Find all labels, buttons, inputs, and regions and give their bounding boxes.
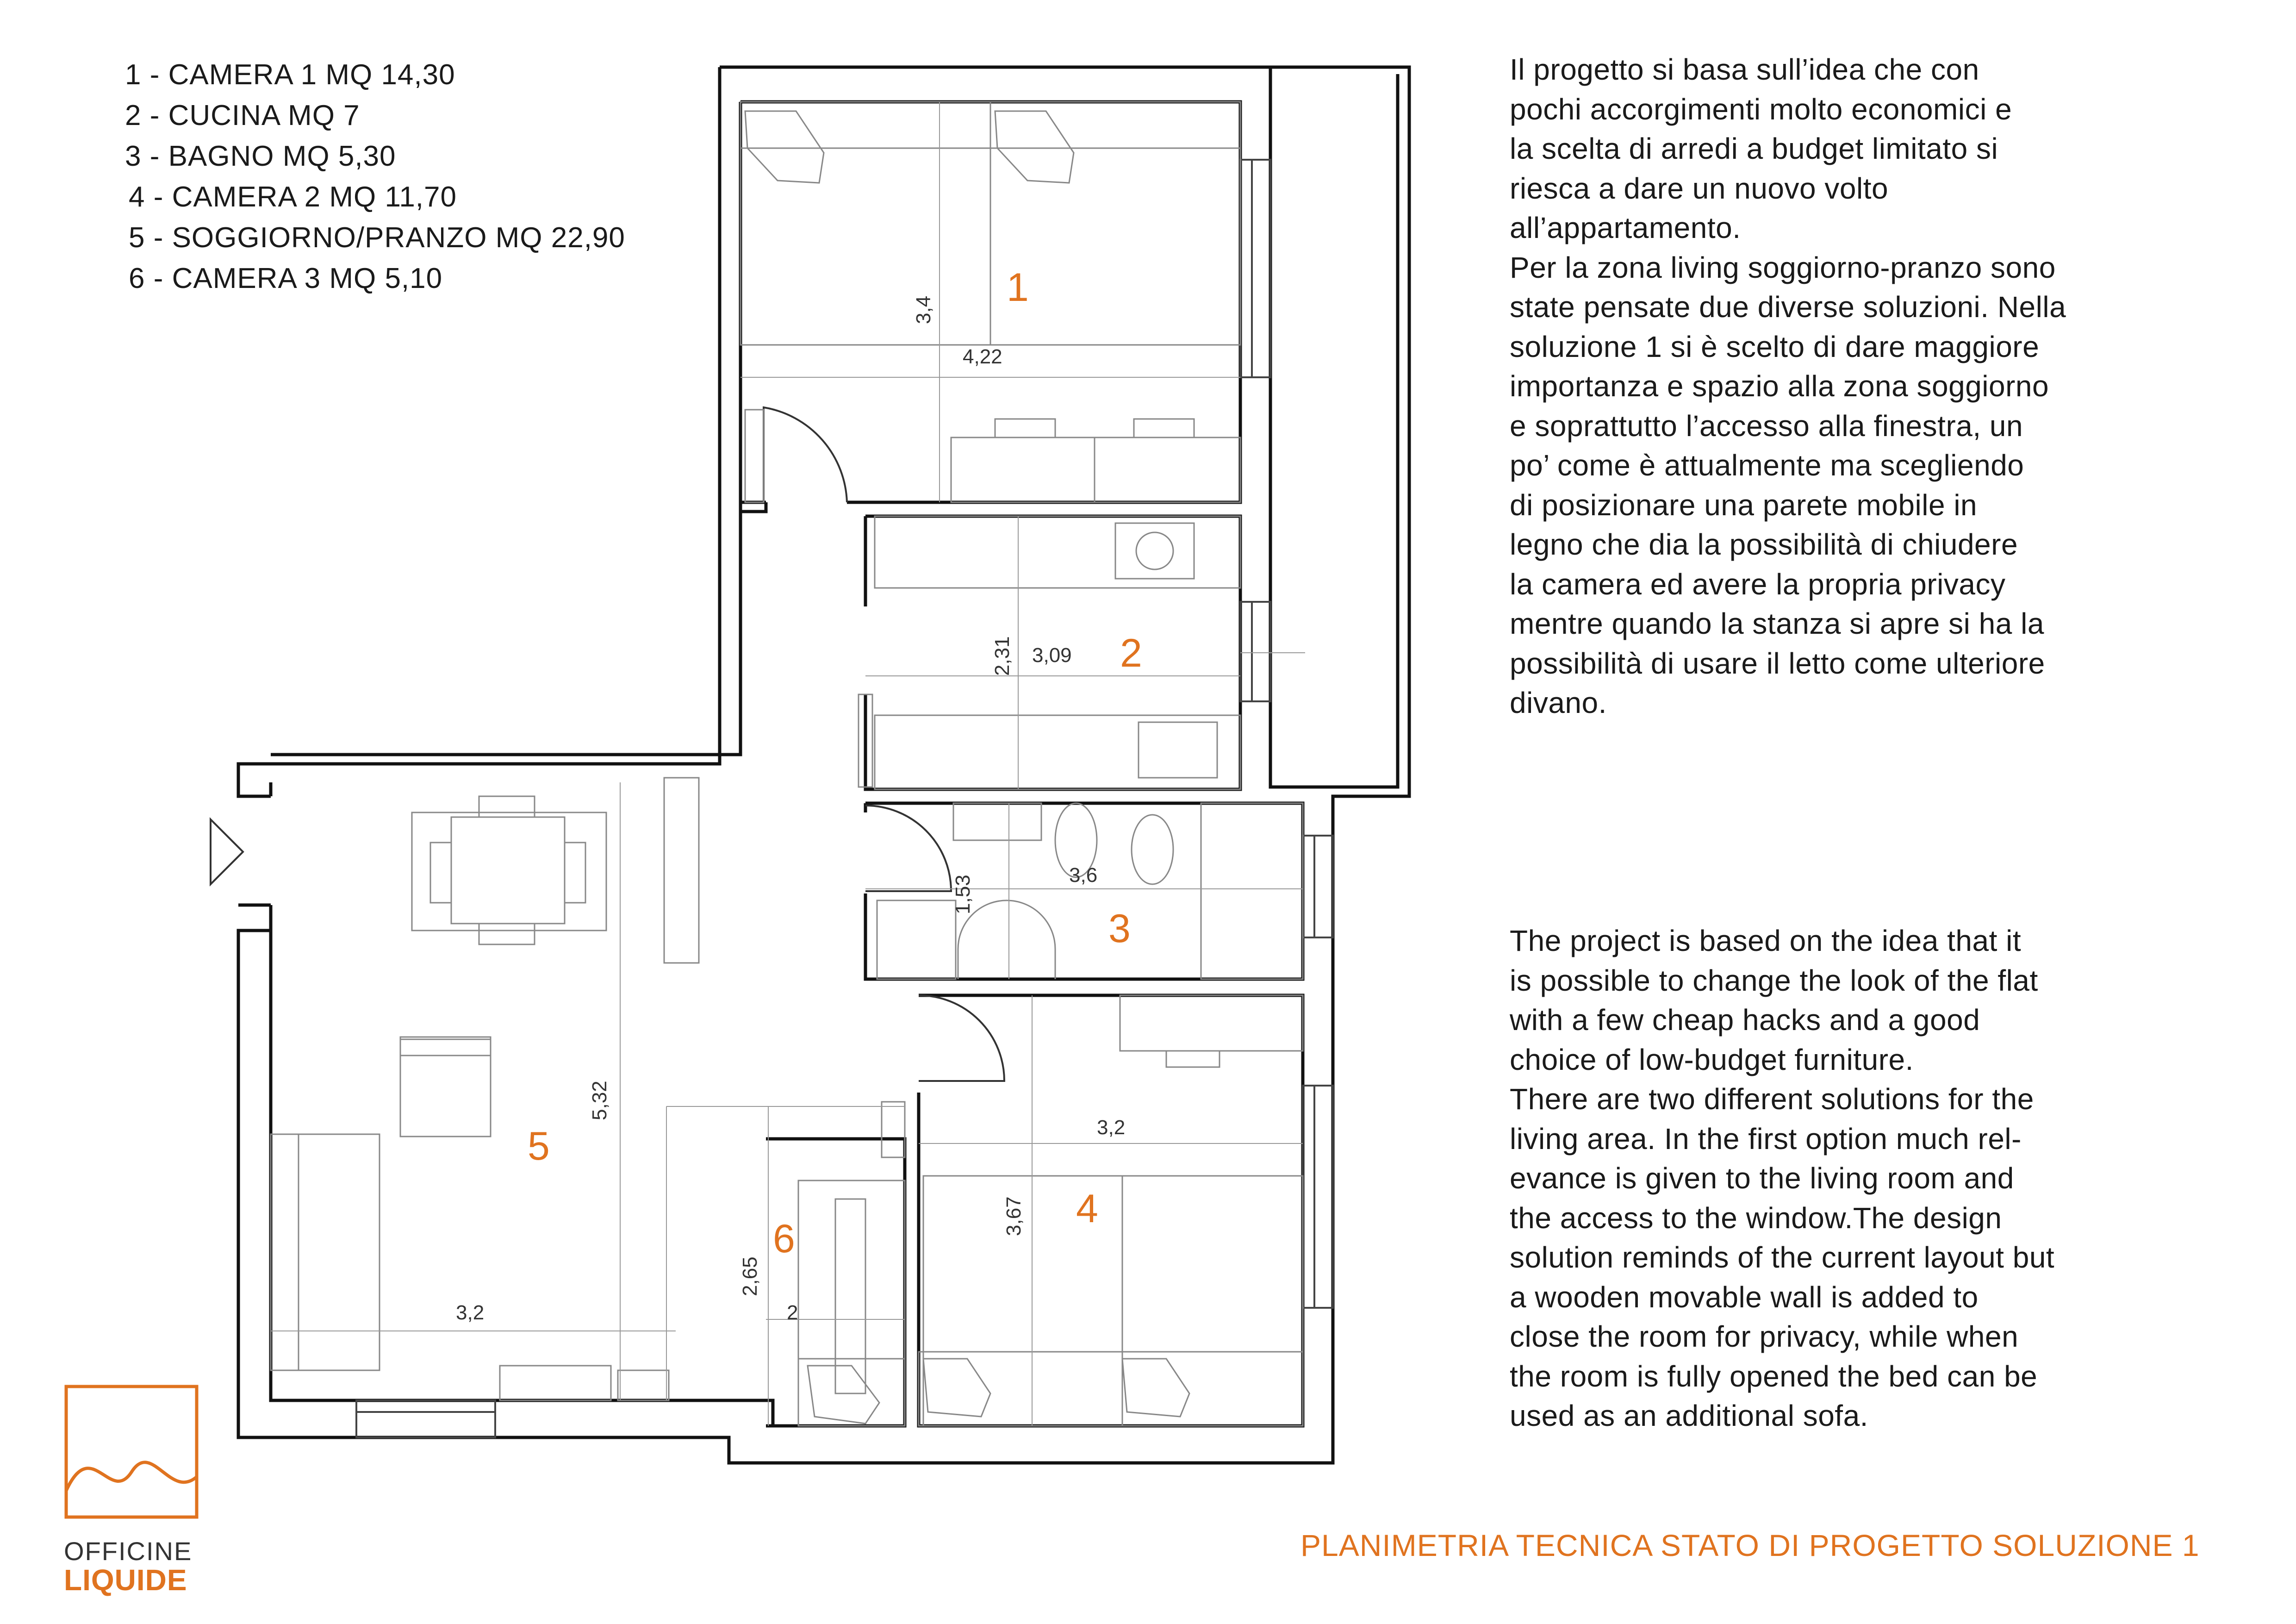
- paragraph-line: close the room for privacy, while when: [1510, 1320, 2019, 1353]
- paragraph-line: choice of low-budget furniture.: [1510, 1043, 1914, 1076]
- paragraph-line: There are two different solutions for the: [1510, 1082, 2034, 1116]
- room-number: 2: [1120, 631, 1142, 675]
- room-number: 3: [1108, 906, 1131, 951]
- paragraph-line: la scelta di arredi a budget limitato si: [1510, 132, 1998, 165]
- paragraph-line: divano.: [1510, 686, 1607, 719]
- exterior-walls: [238, 67, 1409, 1463]
- legend-item: 6 - CAMERA 3 MQ 5,10: [129, 262, 443, 294]
- paragraph-line: soluzione 1 si è scelto di dare maggiore: [1510, 330, 2040, 363]
- dimension-label: 2: [787, 1301, 798, 1324]
- legend-item: 4 - CAMERA 2 MQ 11,70: [129, 181, 457, 213]
- room-number: 5: [528, 1124, 550, 1168]
- paragraph-line: pochi accorgimenti molto economici e: [1510, 92, 2012, 126]
- paragraph-line: the room is fully opened the bed can be: [1510, 1359, 2038, 1393]
- wave-logo-icon: [64, 1384, 199, 1519]
- paragraph-line: legno che dia la possibilità di chiudere: [1510, 528, 2018, 561]
- room-number: 1: [1007, 265, 1029, 310]
- drawing-title: PLANIMETRIA TECNICA STATO DI PROGETTO SOLUZIONE 1: [1300, 1528, 2200, 1562]
- paragraph-line: riesca a dare un nuovo volto: [1510, 171, 1889, 205]
- paragraph-line: a wooden movable wall is added to: [1510, 1280, 1979, 1314]
- paragraph-line: la camera ed avere la propria privacy: [1510, 567, 2006, 601]
- description-english: [1510, 921, 2054, 1436]
- company-logo: [64, 1384, 203, 1597]
- paragraph-line: importanza e spazio alla zona soggiorno: [1510, 369, 2049, 403]
- windows: [356, 160, 1333, 1437]
- legend-item: 3 - BAGNO MQ 5,30: [125, 140, 396, 172]
- dimension-label: 1,53: [952, 874, 974, 914]
- paragraph-line: evance is given to the living room and: [1510, 1162, 2014, 1195]
- paragraph-line: the access to the window.The design: [1510, 1201, 2002, 1235]
- legend-item: 5 - SOGGIORNO/PRANZO MQ 22,90: [129, 222, 625, 254]
- paragraph-line: e soprattutto l’accesso alla finestra, un: [1510, 409, 2023, 443]
- paragraph-line: Per la zona living soggiorno-pranzo sono: [1510, 250, 2056, 284]
- paragraph-line: Il progetto si basa sull’idea che con: [1510, 53, 1979, 86]
- dimension-label: 5,32: [588, 1081, 611, 1120]
- dimension-label: 2,31: [991, 636, 1014, 676]
- dimension-label: 4,22: [963, 345, 1002, 368]
- paragraph-line: with a few cheap hacks and a good: [1510, 1003, 1980, 1037]
- paragraph-line: solution reminds of the current layout but: [1510, 1241, 2055, 1274]
- paragraph-line: di posizionare una parete mobile in: [1510, 488, 1978, 522]
- room-number: 4: [1076, 1187, 1098, 1231]
- paragraph-line: used as an additional sofa.: [1510, 1399, 1868, 1432]
- paragraph-line: possibilità di usare il letto come ulteriore: [1510, 646, 2045, 680]
- paragraph-line: is possible to change the look of the flat: [1510, 963, 2038, 997]
- dimension-label: 3,4: [912, 295, 935, 324]
- room-number: 6: [773, 1217, 795, 1261]
- paragraph-line: all’appartamento.: [1510, 211, 1741, 244]
- paragraph-line: state pensate due diverse soluzioni. Nella: [1510, 290, 2066, 324]
- dimension-label: 2,65: [739, 1256, 761, 1296]
- dimension-label: 3,2: [1097, 1116, 1126, 1139]
- dimension-label: 3,09: [1032, 644, 1072, 667]
- logo-word-2: LIQUIDE: [64, 1563, 187, 1597]
- dimension-labels: [456, 296, 1125, 1324]
- dimension-label: 3,2: [456, 1301, 485, 1324]
- logo-word-1: OFFICINE: [64, 1537, 193, 1566]
- paragraph-line: po’ come è attualmente ma scegliendo: [1510, 449, 2024, 482]
- legend-item: 2 - CUCINA MQ 7: [125, 100, 360, 131]
- paragraph-line: The project is based on the idea that it: [1510, 924, 2022, 957]
- dimension-label: 3,6: [1069, 864, 1098, 887]
- paragraph-line: living area. In the first option much rel-: [1510, 1122, 2022, 1156]
- legend-item: 1 - CAMERA 1 MQ 14,30: [125, 59, 455, 91]
- paragraph-line: mentre quando la stanza si apre si ha la: [1510, 607, 2044, 640]
- dimension-label: 3,67: [1002, 1196, 1025, 1236]
- description-italian: [1510, 50, 2066, 723]
